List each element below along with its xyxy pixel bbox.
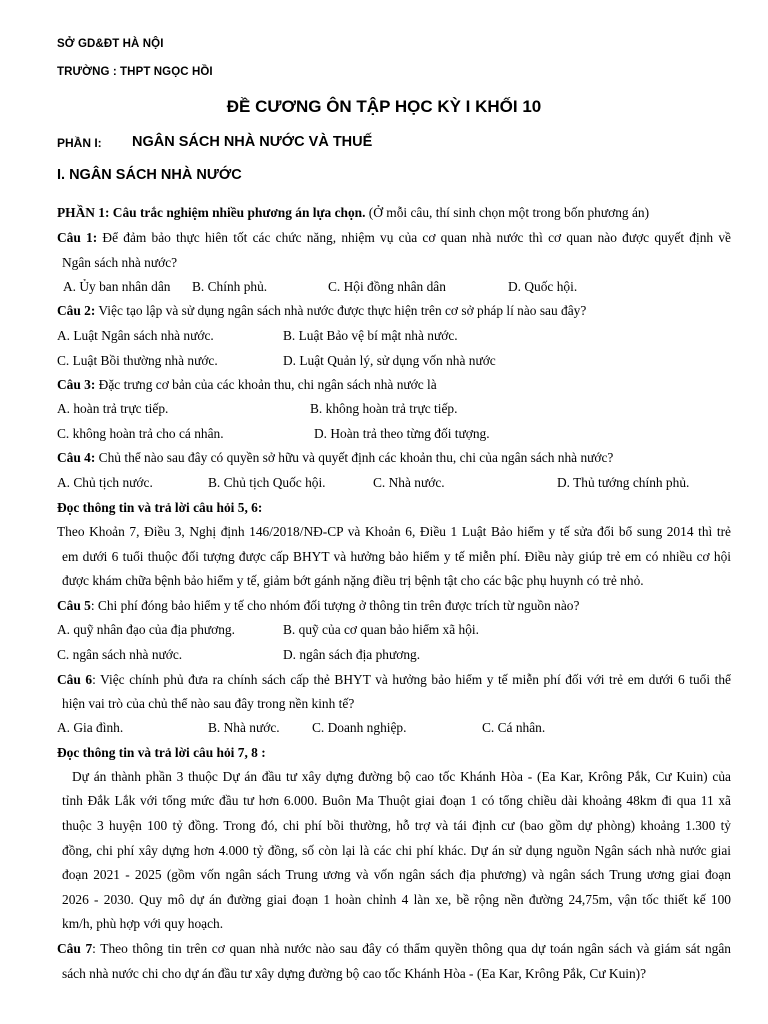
question-1-text: Để đảm bảo thực hiên tốt các chức năng, nhiệm vụ của cơ quan nhà nước thì cơ quan nào được quyết định về <box>97 230 731 245</box>
instruction-line <box>57 204 649 222</box>
question-5-option-a: A. quỹ nhân đạo của địa phương. <box>57 622 235 637</box>
question-5-option-d: D. ngân sách địa phương. <box>283 647 421 662</box>
part-title: NGÂN SÁCH NHÀ NƯỚC VÀ THUẾ <box>132 134 373 150</box>
question-4-text: Chủ thể nào sau đây có quyền sở hữu và quyết định các khoản thu, chi của ngân sách nhà nước? <box>95 450 614 465</box>
question-3-text: Đặc trưng cơ bản của các khoản thu, chi ngân sách nhà nước là <box>95 377 437 392</box>
question-2-option-a: A. Luật Ngân sách nhà nước. <box>57 328 214 343</box>
question-1-option-a: A. Ủy ban nhân dân <box>63 279 171 294</box>
question-6-option-d: C. Cá nhân. <box>482 720 546 735</box>
question-2-option-b: B. Luật Bảo vệ bí mật nhà nước. <box>283 328 458 343</box>
question-6-label: Câu 6 <box>57 672 93 687</box>
question-3-option-b: B. không hoàn trả trực tiếp. <box>310 401 458 416</box>
question-2-line <box>57 302 586 320</box>
reading-7-8-line-5: đoạn 2021 - 2025 (gồm vốn ngân sách Trung ương và vốn ngân sách địa phương) và ngân sách Trung ương giai đoạn <box>62 867 731 882</box>
question-5-option-b: B. quỹ của cơ quan bảo hiểm xã hội. <box>283 622 479 637</box>
question-2-text: Việc tạo lập và sử dụng ngân sách nhà nước được thực hiện trên cơ sở pháp lí nào sau đây? <box>95 303 587 318</box>
question-6-option-b: B. Nhà nước. <box>208 720 280 735</box>
question-7-line-2: sách nhà nước chi cho dự án đầu tư xây dựng đường bộ cao tốc Khánh Hòa - (Ea Kar, Krông Pắk, Cư Kuin)? <box>62 966 647 981</box>
reading-5-6-line-3: được khám chữa bệnh bảo hiểm y tế, giảm bớt gánh nặng điều trị bệnh tật cho các bậc phụ huynh có trẻ nhỏ. <box>62 573 644 588</box>
question-7-label: Câu 7 <box>57 941 93 956</box>
question-1-option-c: C. Hội đồng nhân dân <box>328 279 446 294</box>
department-name: SỞ GD&ĐT HÀ NỘI <box>57 38 164 50</box>
document-title: ĐỀ CƯƠNG ÔN TẬP HỌC KỲ I KHỐI 10 <box>226 97 542 116</box>
reading-7-8-line-2: tỉnh Đắk Lắk với tổng mức đầu tư hơn 6.000. Buôn Ma Thuột giai đoạn 1 có tổng chiều dài khoảng 48km đi qua 11 xã <box>62 793 731 808</box>
reading-5-6-line-1: Theo Khoản 7, Điều 3, Nghị định 146/2018/NĐ-CP và Khoản 6, Điều 1 Luật Bảo hiểm y tế sửa đổi bổ sung 2014 thì trẻ <box>57 524 731 539</box>
reading-7-8-heading: Đọc thông tin và trả lời câu hỏi 7, 8 : <box>57 745 266 760</box>
question-2-label: Câu 2: <box>57 303 96 318</box>
reading-5-6-heading: Đọc thông tin và trả lời câu hỏi 5, 6: <box>57 500 263 515</box>
question-3-line <box>57 376 437 394</box>
question-4-option-b: B. Chủ tịch Quốc hội. <box>208 475 326 490</box>
reading-7-8-line-4: đồng, chi phí xây dựng hơn 4.000 tỷ đồng, số còn lại là các chi phí khác. Dự án sử dụng nguồn Ngân sách nhà nước giai <box>62 843 731 858</box>
reading-7-8-line-1: Dự án thành phần 3 thuộc Dự án đầu tư xây dựng đường bộ cao tốc Khánh Hòa - (Ea Kar, Krông Pắk, Cư Kuin) của <box>72 769 731 784</box>
question-6-option-a: A. Gia đình. <box>57 720 124 735</box>
question-5-line <box>57 597 579 615</box>
part-label: PHẦN I: <box>57 136 102 150</box>
school-name: TRƯỜNG : THPT NGỌC HỒI <box>57 66 213 78</box>
question-5-label: Câu 5 <box>57 598 91 613</box>
question-4-option-c: C. Nhà nước. <box>373 475 445 490</box>
question-4-label: Câu 4: <box>57 450 96 465</box>
question-2-option-d: D. Luật Quản lý, sử dụng vốn nhà nước <box>283 353 496 368</box>
reading-7-8-line-7: km/h, phù hợp với quy hoạch. <box>62 916 224 931</box>
instruction-rest: (Ở mỗi câu, thí sinh chọn một trong bốn phương án) <box>365 205 650 220</box>
question-7-line-1 <box>57 940 731 958</box>
question-6-line-1 <box>57 671 731 689</box>
question-7-text: : Theo thông tin trên cơ quan nhà nước nào sau đây có thẩm quyền thông qua dự toán ngân sách và giám sát ngân <box>92 941 732 956</box>
question-6-option-c: C. Doanh nghiệp. <box>312 720 407 735</box>
question-1-label: Câu 1: <box>57 230 98 245</box>
question-3-label: Câu 3: <box>57 377 96 392</box>
reading-7-8-line-6: 2026 - 2030. Quy mô dự án đường giai đoạn 1 hoàn chỉnh 4 làn xe, bề rộng nền đường 24,75m, vận tốc thiết kế 100 <box>62 892 731 907</box>
question-4-line <box>57 449 613 467</box>
question-3-option-c: C. không hoàn trả cho cá nhân. <box>57 426 224 441</box>
question-4-option-a: A. Chủ tịch nước. <box>57 475 153 490</box>
reading-7-8-line-3: thuộc 3 huyện 100 tỷ đồng. Trong đó, chi phí bồi thường, hỗ trợ và tái định cư (bao gồm dự phòng) khoảng 1.300 tỷ <box>62 818 731 833</box>
question-6-line-2: hiện vai trò của chủ thể nào sau đây trong nền kinh tế? <box>62 696 355 711</box>
question-1-line-2: Ngân sách nhà nước? <box>62 255 178 270</box>
question-5-text: : Chi phí đóng bảo hiểm y tế cho nhóm đối tượng ở thông tin trên được trích từ nguồn nào? <box>90 598 580 613</box>
question-1-option-d: D. Quốc hội. <box>508 279 578 294</box>
instruction-bold: PHẦN 1: Câu trắc nghiệm nhiều phương án lựa chọn. <box>57 205 366 220</box>
question-3-option-d: D. Hoàn trả theo từng đối tượng. <box>314 426 490 441</box>
question-5-option-c: C. ngân sách nhà nước. <box>57 647 183 662</box>
question-6-text: : Việc chính phủ đưa ra chính sách cấp thẻ BHYT và hưởng bảo hiểm y tế miễn phí đối với trẻ em dưới 6 tuổi thể <box>92 672 732 687</box>
question-4-option-d: D. Thủ tướng chính phủ. <box>557 475 690 490</box>
question-3-option-a: A. hoàn trả trực tiếp. <box>57 401 169 416</box>
section-heading: I. NGÂN SÁCH NHÀ NƯỚC <box>57 167 242 183</box>
question-1-option-b: B. Chính phủ. <box>192 279 268 294</box>
question-2-option-c: C. Luật Bồi thường nhà nước. <box>57 353 218 368</box>
reading-5-6-line-2: em dưới 6 tuổi thuộc đối tượng được cấp BHYT và hưởng bảo hiểm y tế miễn phí. Điều này giúp trẻ em có nhiều cơ hội <box>62 549 731 564</box>
question-1-line-1 <box>57 229 731 247</box>
